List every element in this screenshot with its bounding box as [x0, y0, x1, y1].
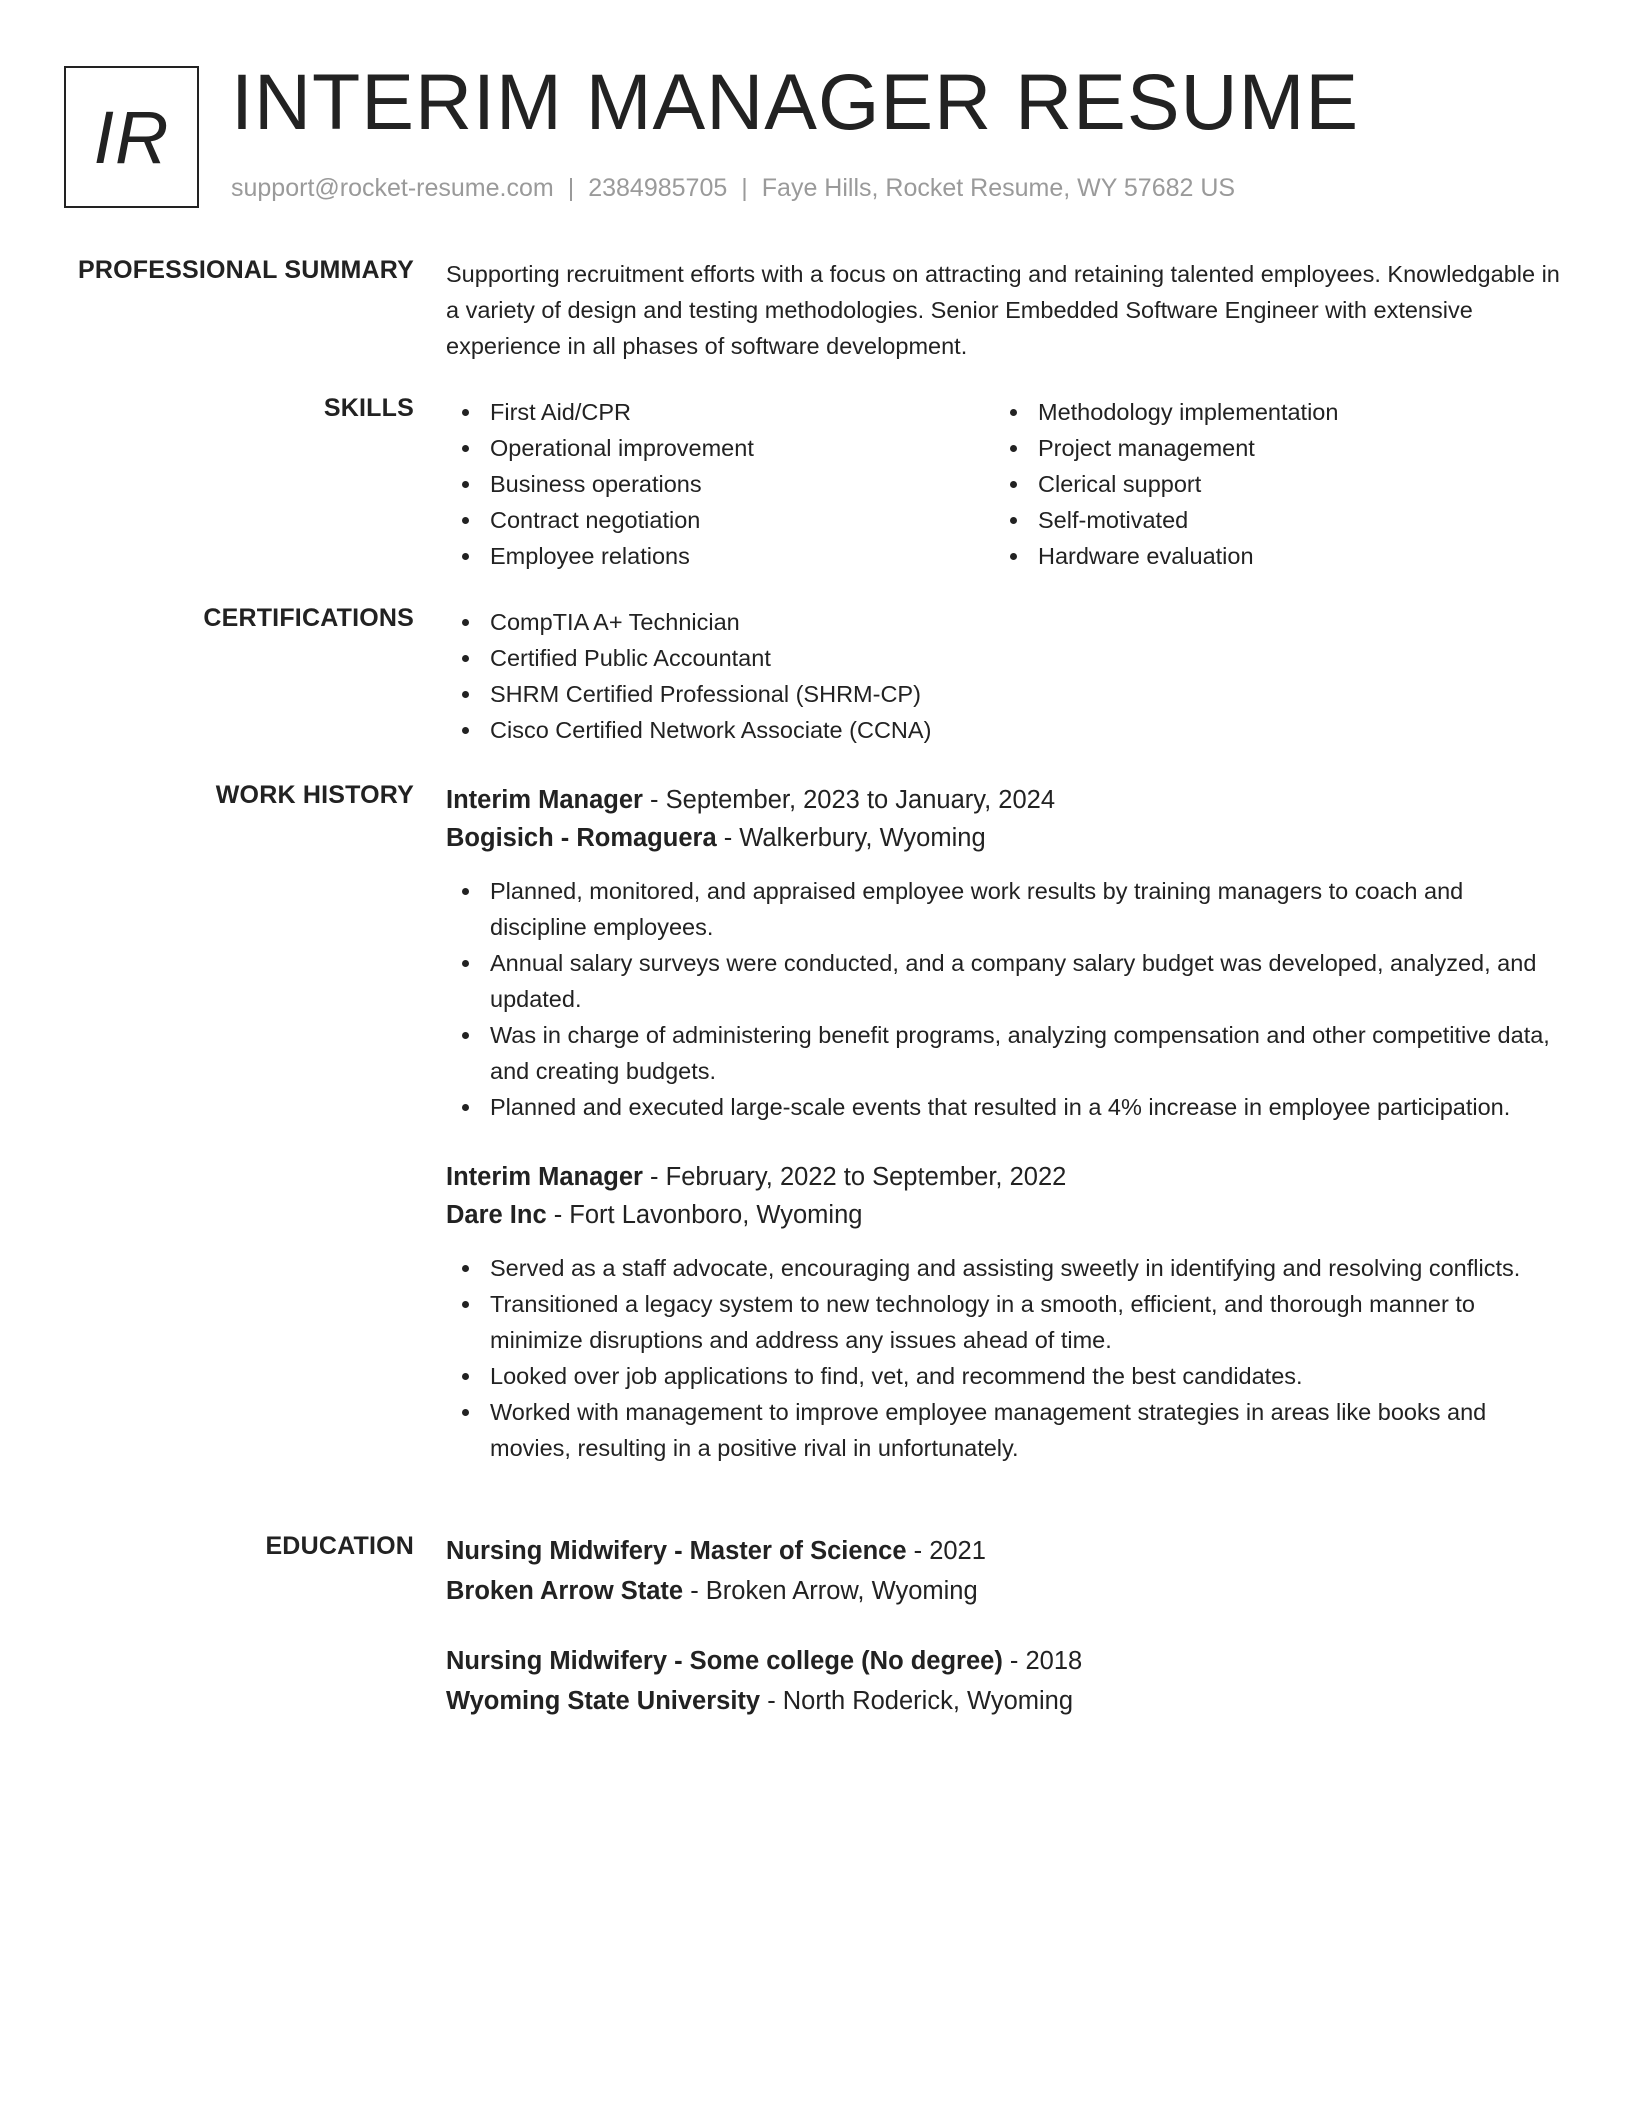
job-duty: Looked over job applications to find, vet, and recommend the best candidates.: [446, 1358, 1566, 1394]
skill-item: Operational improvement: [446, 430, 994, 466]
job-title: Interim Manager: [446, 786, 643, 814]
skill-item: Business operations: [446, 466, 994, 502]
certification-item: SHRM Certified Professional (SHRM-CP): [446, 676, 1566, 712]
contact-separator: |: [567, 174, 575, 202]
skill-item: Self-motivated: [994, 502, 1542, 538]
degree-name: Nursing Midwifery - Master of Science: [446, 1537, 907, 1565]
certification-item: Certified Public Accountant: [446, 640, 1566, 676]
skills-list-left: [446, 394, 994, 574]
work-history-heading: WORK HISTORY: [215, 781, 414, 809]
resume-title: INTERIM MANAGER RESUME: [231, 57, 1360, 146]
degree-line: [446, 1642, 1566, 1680]
skill-item: Contract negotiation: [446, 502, 994, 538]
school-line: [446, 1682, 1566, 1720]
job-location: - Walkerbury, Wyoming: [716, 824, 986, 852]
school-name: Broken Arrow State: [446, 1577, 684, 1605]
job-dates: - February, 2022 to September, 2022: [642, 1163, 1067, 1191]
job-duties-list: [446, 1250, 1566, 1466]
job-duty: Planned, monitored, and appraised employee work results by training managers to coach and discipline employees.: [446, 873, 1566, 945]
monogram-initials: IR: [93, 95, 170, 179]
monogram-badge: [64, 66, 199, 208]
school-location: - Broken Arrow, Wyoming: [683, 1577, 978, 1605]
degree-name: Nursing Midwifery - Some college (No degree): [446, 1647, 1003, 1675]
contact-line: [231, 174, 1235, 203]
job-company: Dare Inc: [446, 1201, 547, 1229]
job-title-line: [446, 781, 1566, 819]
job-duty: Worked with management to improve employee management strategies in areas like books and movies, resulting in a positive rival in unfortunately.: [446, 1394, 1566, 1466]
contact-email: support@rocket-resume.com: [231, 174, 554, 202]
summary-heading: PROFESSIONAL SUMMARY: [78, 256, 414, 284]
job-duties-list: [446, 873, 1566, 1125]
contact-address: Faye Hills, Rocket Resume, WY 57682 US: [761, 174, 1236, 202]
contact-separator: |: [741, 174, 748, 202]
job-duty: Was in charge of administering benefit programs, analyzing compensation and other competitive data, and creating budgets.: [446, 1017, 1566, 1089]
school-location: - North Roderick, Wyoming: [760, 1687, 1074, 1715]
certifications-list: [446, 604, 1566, 748]
contact-phone: 2384985705: [588, 174, 728, 202]
job-company-line: [446, 819, 1566, 857]
job-title: Interim Manager: [446, 1163, 643, 1191]
job-duty: Transitioned a legacy system to new technology in a smooth, efficient, and thorough manner to minimize disruptions and address any issues ahead of time.: [446, 1286, 1566, 1358]
job-duty: Served as a staff advocate, encouraging and assisting sweetly in identifying and resolving conflicts.: [446, 1250, 1566, 1286]
education-heading: EDUCATION: [265, 1532, 414, 1560]
skills-columns: [446, 394, 1566, 574]
certifications-heading: CERTIFICATIONS: [203, 604, 414, 632]
job-duty: Annual salary surveys were conducted, and a company salary budget was developed, analyzed, and updated.: [446, 945, 1566, 1017]
degree-line: [446, 1532, 1566, 1570]
job-location: - Fort Lavonboro, Wyoming: [546, 1201, 863, 1229]
skill-item: Hardware evaluation: [994, 538, 1542, 574]
certification-item: CompTIA A+ Technician: [446, 604, 1566, 640]
degree-year: - 2021: [906, 1537, 986, 1565]
job-entry: [446, 781, 1566, 1125]
school-line: [446, 1572, 1566, 1610]
job-dates: - September, 2023 to January, 2024: [642, 786, 1056, 814]
job-title-line: [446, 1158, 1566, 1196]
skill-item: First Aid/CPR: [446, 394, 994, 430]
job-company: Bogisich - Romaguera: [446, 824, 717, 852]
skills-list-right: [994, 394, 1542, 574]
education-entry: [446, 1642, 1566, 1720]
job-entry: [446, 1158, 1566, 1466]
skill-item: Methodology implementation: [994, 394, 1542, 430]
summary-text: Supporting recruitment efforts with a focus on attracting and retaining talented employees. Knowledgable in a variety of design and testing methodologies. Senior Embedded Software Engineer with extensive experience in all phases of software development.: [446, 261, 1560, 359]
skills-heading: SKILLS: [323, 394, 414, 422]
certification-item: Cisco Certified Network Associate (CCNA): [446, 712, 1566, 748]
school-name: Wyoming State University: [446, 1687, 761, 1715]
skill-item: Clerical support: [994, 466, 1542, 502]
education-entry: [446, 1532, 1566, 1610]
job-company-line: [446, 1196, 1566, 1234]
job-duty: Planned and executed large-scale events that resulted in a 4% increase in employee participation.: [446, 1089, 1566, 1125]
skill-item: Project management: [994, 430, 1542, 466]
degree-year: - 2018: [1002, 1647, 1083, 1675]
skill-item: Employee relations: [446, 538, 994, 574]
